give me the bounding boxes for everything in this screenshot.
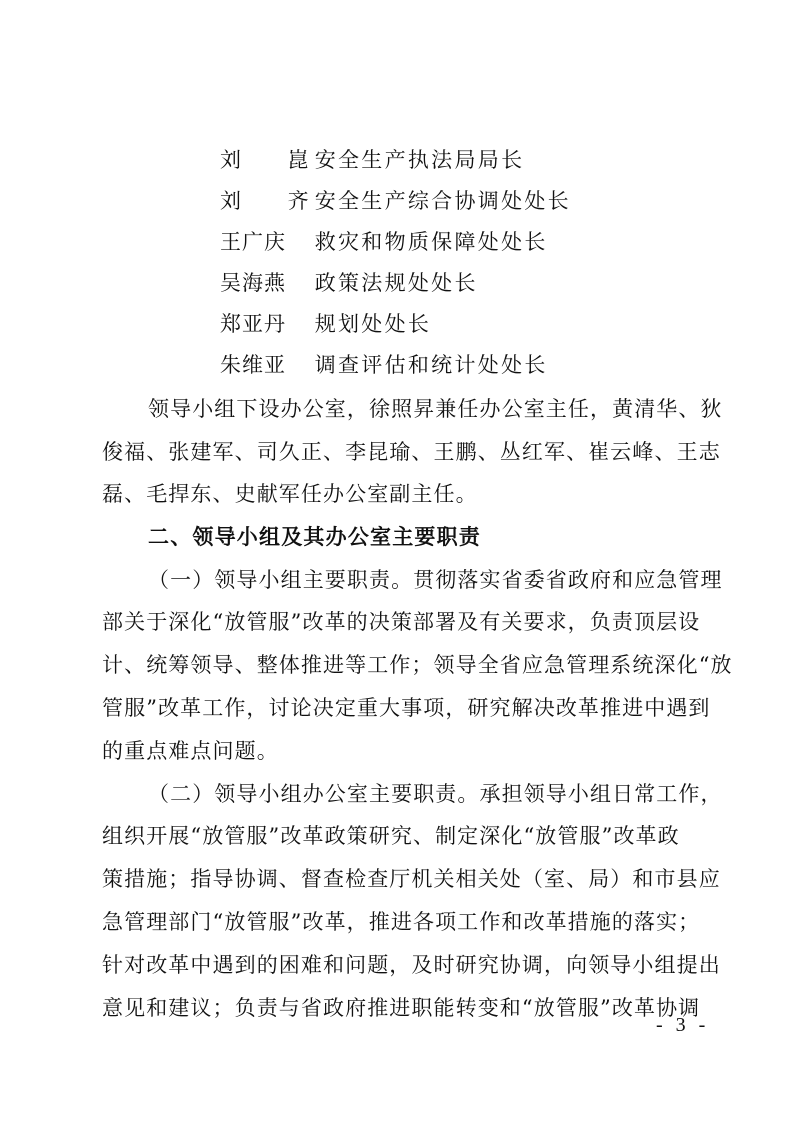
- page-number: - 3 -: [656, 1014, 710, 1036]
- member-row: [220, 226, 548, 258]
- duty1-line: 计、统筹领导、整体推进等工作；领导全省应急管理系统深化“放: [102, 653, 733, 677]
- member-name: 吴海燕: [220, 271, 286, 295]
- member-name: 郑亚丹: [220, 312, 286, 336]
- member-name: 王广庆: [220, 230, 286, 254]
- duty2-line: 策措施；指导协调、督查检查厅机关相关处（室、局）和市县应: [102, 867, 721, 891]
- duty1-line: 的重点难点问题。: [102, 739, 279, 763]
- duty1-line: 管服”改革工作，讨论决定重大事项，研究解决改革推进中遇到: [102, 696, 711, 720]
- duty2-line: 意见和建议；负责与省政府推进职能转变和“放管服”改革协调: [102, 996, 701, 1020]
- member-row: [220, 308, 431, 340]
- section-heading: 二、领导小组及其办公室主要职责: [148, 525, 481, 549]
- member-name: 朱维亚: [220, 353, 286, 377]
- member-title: 安全生产执法局局长: [314, 148, 525, 172]
- duty1-line: （一）领导小组主要职责。贯彻落实省委省政府和应急管理: [148, 568, 723, 592]
- member-title: 规划处处长: [314, 312, 432, 336]
- member-row: [220, 185, 571, 217]
- duty2-line: （二）领导小组办公室主要职责。承担领导小组日常工作，: [148, 782, 723, 806]
- member-row: [220, 144, 524, 176]
- member-row: [220, 267, 478, 299]
- member-row: [220, 349, 548, 381]
- office-paragraph-line: 磊、毛捍东、史献军任办公室副主任。: [102, 482, 478, 506]
- duty1-line: 部关于深化“放管服”改革的决策部署及有关要求，负责顶层设: [102, 610, 701, 634]
- member-name: 刘 齐: [220, 189, 329, 213]
- duty2-line: 组织开展“放管服”改革政策研究、制定深化“放管服”改革政: [102, 824, 680, 848]
- duty2-line: 针对改革中遇到的困难和问题，及时研究协调，向领导小组提出: [102, 953, 721, 977]
- member-title: 救灾和物质保障处处长: [314, 230, 548, 254]
- office-paragraph-line: 俊福、张建军、司久正、李昆瑜、王鹏、丛红军、崔云峰、王志: [102, 440, 721, 464]
- member-name: 刘 崑: [220, 148, 329, 172]
- member-title: 安全生产综合协调处处长: [314, 189, 571, 213]
- office-paragraph-line: 领导小组下设办公室，徐照昇兼任办公室主任，黄清华、狄: [148, 397, 723, 421]
- member-title: 调查评估和统计处处长: [314, 353, 548, 377]
- duty2-line: 急管理部门“放管服”改革，推进各项工作和改革措施的落实；: [102, 910, 701, 934]
- member-title: 政策法规处处长: [314, 271, 478, 295]
